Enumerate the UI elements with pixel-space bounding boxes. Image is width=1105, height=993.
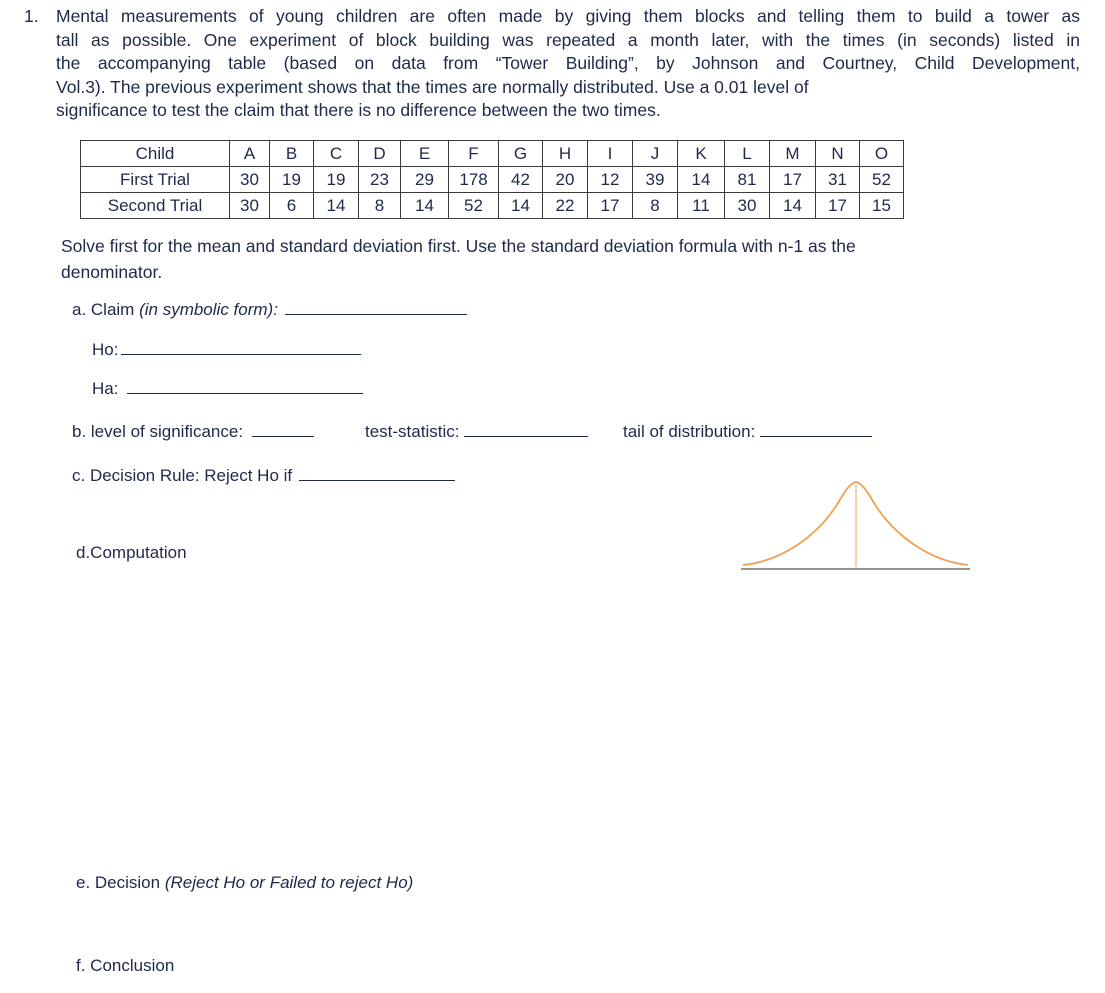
table-cell: 29 (401, 167, 449, 193)
table-cell: 81 (725, 167, 770, 193)
table-cell: 14 (499, 193, 543, 219)
table-cell: 15 (860, 193, 904, 219)
table-header-cell: M (770, 141, 816, 167)
ha-question (92, 376, 363, 399)
computation-label: d.Computation (76, 543, 187, 562)
table-cell: 30 (230, 193, 270, 219)
decision-rule-label: c. Decision Rule: Reject Ho if (72, 466, 293, 485)
table-cell: 52 (860, 167, 904, 193)
ha-answer-blank[interactable] (127, 376, 363, 394)
level-label: b. level of significance: (72, 422, 244, 441)
table-header-cell: K (678, 141, 725, 167)
claim-label: a. Claim (72, 300, 140, 319)
table-header-cell: A (230, 141, 270, 167)
table-row (81, 167, 904, 193)
problem-number: 1. (24, 6, 39, 26)
test-statistic-label: test-statistic: (365, 422, 460, 441)
row-label: First Trial (81, 167, 230, 193)
table-header-cell: E (401, 141, 449, 167)
table-cell: 39 (633, 167, 678, 193)
table-cell: 52 (449, 193, 499, 219)
ho-question (92, 337, 361, 360)
table-cell: 30 (725, 193, 770, 219)
table-cell: 23 (359, 167, 401, 193)
problem-line: the accompanying table (based on data from “Tower Building”, by Johnson and Courtney, Child Development, (56, 53, 1080, 73)
table-cell: 19 (270, 167, 314, 193)
table-header-cell: O (860, 141, 904, 167)
problem-text (56, 5, 1080, 123)
instruction-line: denominator. (61, 262, 163, 282)
table-header-cell: H (543, 141, 588, 167)
table-header-cell: B (270, 141, 314, 167)
table-cell: 14 (678, 167, 725, 193)
problem-line: significance to test the claim that there is no difference between the two times. (56, 100, 661, 120)
test-statistic-answer-blank[interactable] (464, 419, 588, 437)
table-header-cell: L (725, 141, 770, 167)
data-table (80, 140, 904, 219)
instruction-line: Solve first for the mean and standard deviation first. Use the standard deviation formula with n-1 as the (61, 236, 856, 256)
ho-label: Ho: (92, 340, 119, 359)
table-header-cell: G (499, 141, 543, 167)
table-cell: 17 (588, 193, 633, 219)
table-cell: 19 (314, 167, 359, 193)
table-cell: 31 (816, 167, 860, 193)
problem-line: Mental measurements of young children are often made by giving them blocks and telling them to build a tower as (56, 6, 1080, 26)
tail-question (623, 419, 872, 442)
test-statistic-question (365, 419, 588, 442)
table-cell: 42 (499, 167, 543, 193)
decision-label: e. Decision (76, 873, 165, 892)
table-cell: 14 (314, 193, 359, 219)
problem-line: Vol.3). The previous experiment shows that the times are normally distributed. Use a 0.01 level of (56, 76, 809, 97)
table-cell: 17 (770, 167, 816, 193)
decision-rule-answer-blank[interactable] (299, 463, 455, 481)
problem-line: tall as possible. One experiment of block building was repeated a month later, with the times (in seconds) listed in (56, 29, 1080, 50)
table-cell: 30 (230, 167, 270, 193)
table-cell: 20 (543, 167, 588, 193)
table-row (81, 193, 904, 219)
conclusion-label: f. Conclusion (76, 956, 175, 975)
table-cell: 14 (770, 193, 816, 219)
table-header-cell: D (359, 141, 401, 167)
decision-question (76, 873, 413, 893)
table-cell: 8 (633, 193, 678, 219)
claim-question (72, 297, 467, 320)
table-header-cell: F (449, 141, 499, 167)
table-cell: 22 (543, 193, 588, 219)
level-answer-blank[interactable] (252, 419, 314, 437)
table-header-cell: J (633, 141, 678, 167)
ho-answer-blank[interactable] (121, 337, 361, 355)
ha-label: Ha: (92, 379, 119, 398)
decision-rule-question (72, 463, 455, 486)
decision-hint: (Reject Ho or Failed to reject Ho) (164, 873, 414, 892)
instruction-text (61, 233, 856, 285)
table-cell: 8 (359, 193, 401, 219)
tail-answer-blank[interactable] (760, 419, 872, 437)
table-cell: 14 (401, 193, 449, 219)
row-label: Second Trial (81, 193, 230, 219)
table-header-label: Child (81, 141, 230, 167)
table-header-row (81, 141, 904, 167)
table-header-cell: C (314, 141, 359, 167)
table-cell: 178 (449, 167, 499, 193)
claim-answer-blank[interactable] (285, 297, 467, 315)
level-question (72, 419, 314, 442)
table-header-cell: N (816, 141, 860, 167)
table-cell: 11 (678, 193, 725, 219)
tail-label: tail of distribution: (623, 422, 756, 441)
normal-curve-diagram (738, 475, 978, 575)
table-cell: 6 (270, 193, 314, 219)
table-cell: 17 (816, 193, 860, 219)
claim-hint: (in symbolic form): (139, 300, 278, 319)
table-header-cell: I (588, 141, 633, 167)
table-cell: 12 (588, 167, 633, 193)
